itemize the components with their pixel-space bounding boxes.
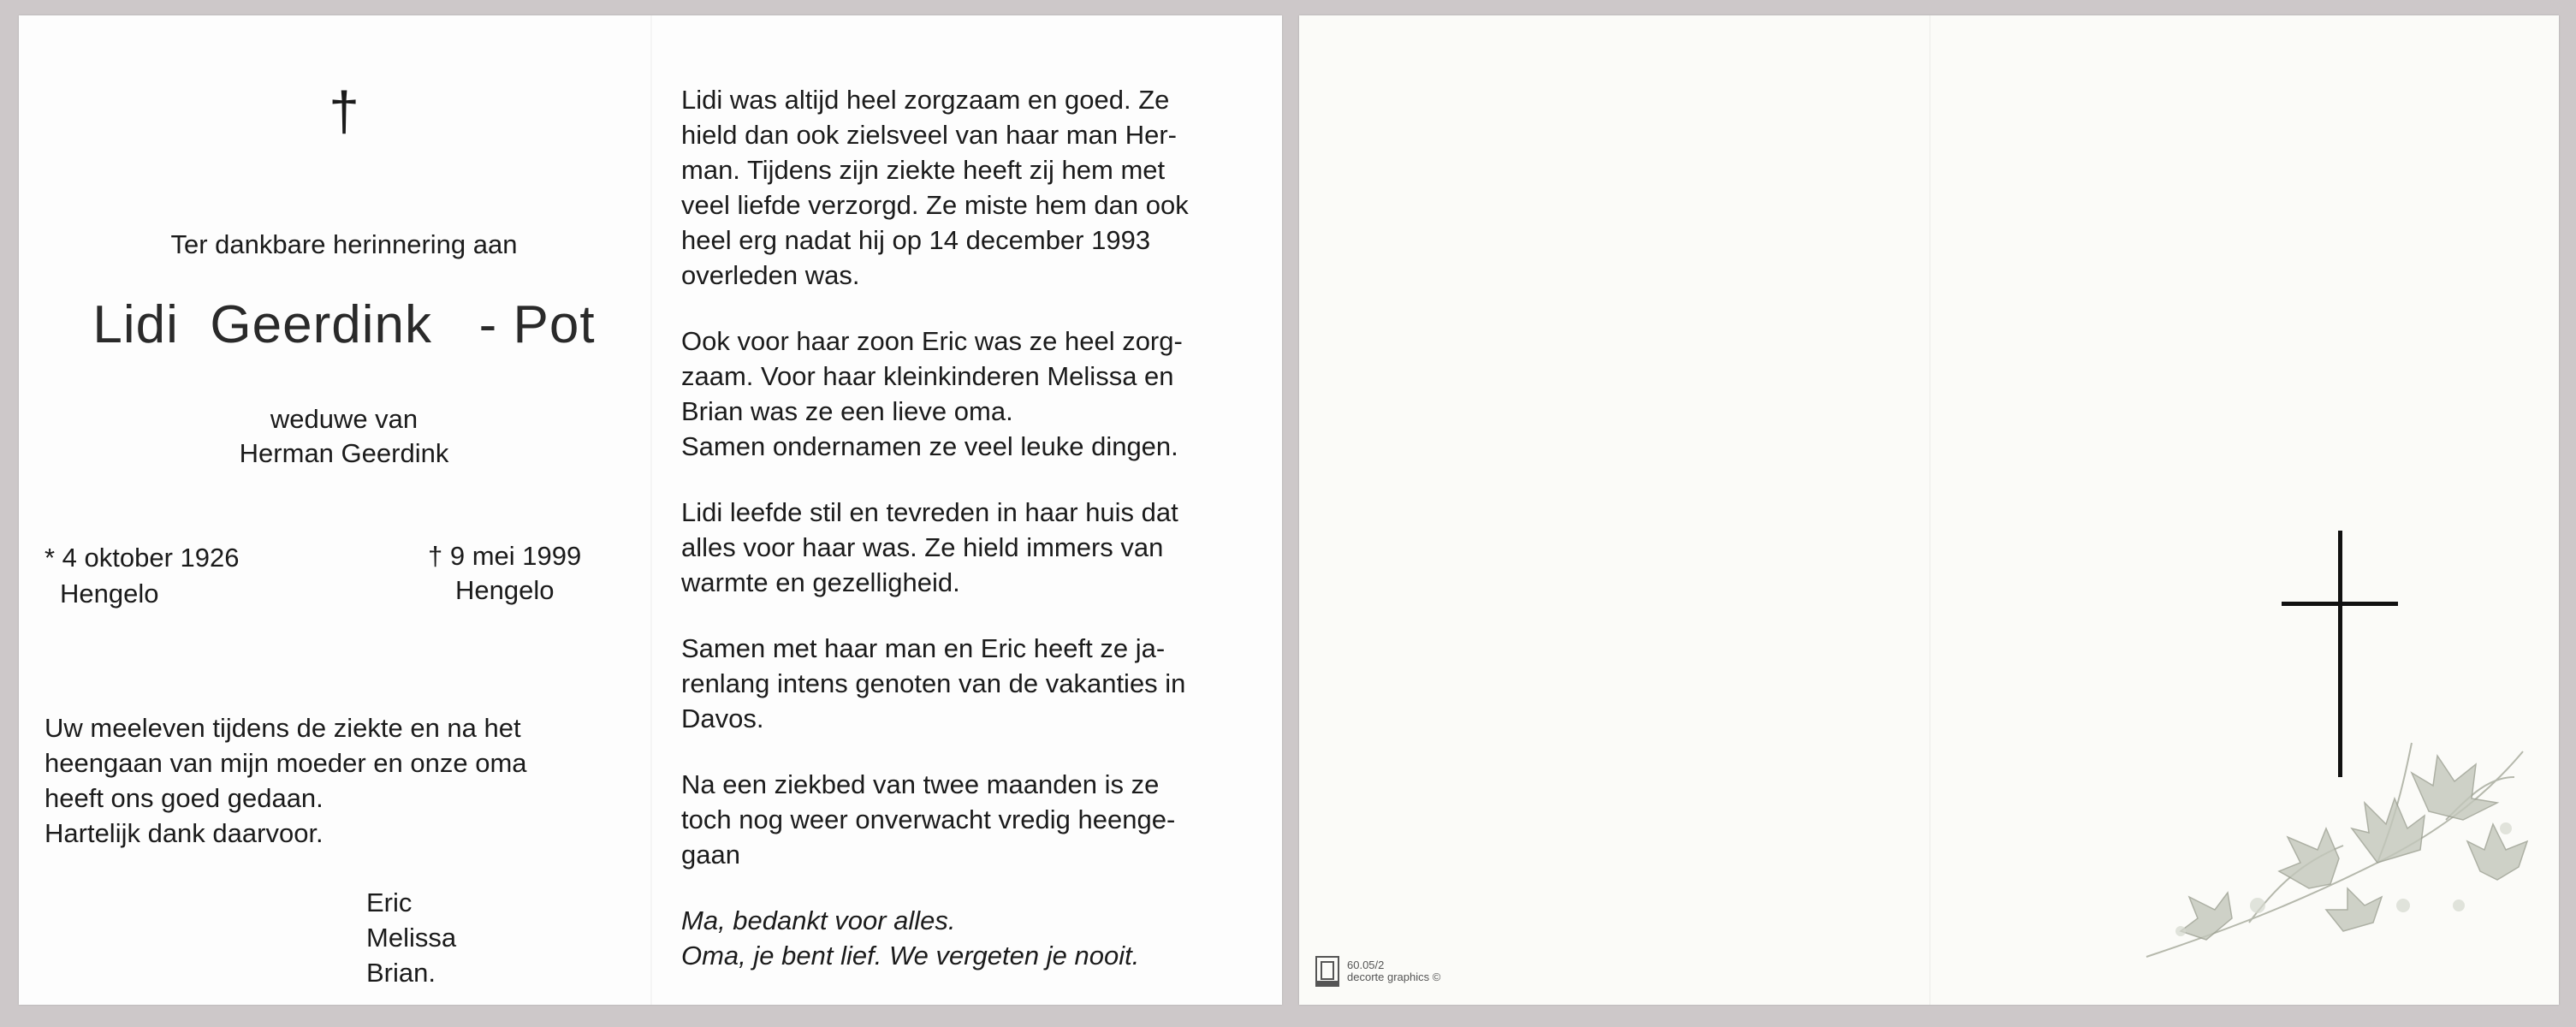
text-line: Brian was ze een lieve oma. [681,396,1013,426]
text-line: Na een ziekbed van twee maanden is ze [681,769,1160,799]
cross-icon: † [329,80,359,142]
text-line: warmte en gezelligheid. [681,567,960,597]
text-line: renlang intens genoten van de vakanties in [681,668,1186,698]
memorial-card-outer-spread [1299,15,2559,1005]
cross-icon [2282,531,2401,787]
thanks-line: Hartelijk dank daarvoor. [45,818,323,848]
paragraph [681,495,1255,600]
closing-line: Ma, bedankt voor alles. [681,905,956,935]
intro-text: Ter dankbare herinnering aan [170,229,518,259]
paragraph [681,631,1255,736]
signer-name: Brian. [366,958,436,988]
death-date: † 9 mei 1999 [428,541,582,571]
text-line: heel erg nadat hij op 14 december 1993 [681,225,1151,255]
death-place: Hengelo [455,575,555,605]
closing-line: Oma, je bent lief. We vergeten je nooit. [681,941,1140,971]
birth-date: * 4 oktober 1926 [45,543,240,573]
text-line: hield dan ook zielsveel van haar man Her- [681,120,1177,150]
deceased-name: Lidi Geerdink - Pot [92,295,596,354]
text-line: Ook voor haar zoon Eric was ze heel zorg- [681,326,1183,356]
signer-name: Eric [366,887,413,917]
text-line: veel liefde verzorgd. Ze miste hem dan ook [681,190,1189,220]
text-line: man. Tijdens zijn ziekte heeft zij hem met [681,155,1166,185]
husband-name: Herman Geerdink [239,438,449,468]
paragraph [681,767,1255,872]
printer-mark [1315,955,1440,988]
paragraph [681,324,1255,464]
thanks-line: heeft ons goed gedaan. [45,783,323,813]
memorial-card-inner-spread [19,15,1282,1005]
birth-place: Hengelo [60,579,159,608]
text-line: Samen ondernamen ze veel leuke dingen. [681,431,1178,461]
thanks-line: heengaan van mijn moeder en onze oma [45,748,527,778]
thanks-paragraph [45,710,635,851]
card-fold-line [1929,15,1931,1005]
printer-name: decorte graphics © [1347,971,1441,983]
paragraph [681,82,1255,293]
signers-list [366,885,456,990]
text-line: Lidi was altijd heel zorgzaam en goed. Ze [681,85,1170,115]
text-line: alles voor haar was. Ze hield immers van [681,532,1164,562]
text-line: toch nog weer onverwacht vredig heenge- [681,804,1176,834]
memorial-text [681,82,1255,973]
text-line: zaam. Voor haar kleinkinderen Melissa en [681,361,1174,391]
widow-of-label: weduwe van [270,404,418,434]
printer-code: 60.05/2 [1347,959,1385,971]
signer-name: Melissa [366,923,457,953]
text-line: Lidi leefde stil en tevreden in haar huis dat [681,497,1178,527]
text-line: gaan [681,840,740,870]
closing-words [681,903,1255,973]
text-line: overleden was. [681,260,860,290]
text-line: Samen met haar man en Eric heeft ze ja- [681,633,1166,663]
card-fold-line [650,15,652,1005]
printer-logo-icon [1315,955,1340,988]
text-line: Davos. [681,703,764,733]
thanks-line: Uw meeleven tijdens de ziekte en na het [45,713,521,743]
